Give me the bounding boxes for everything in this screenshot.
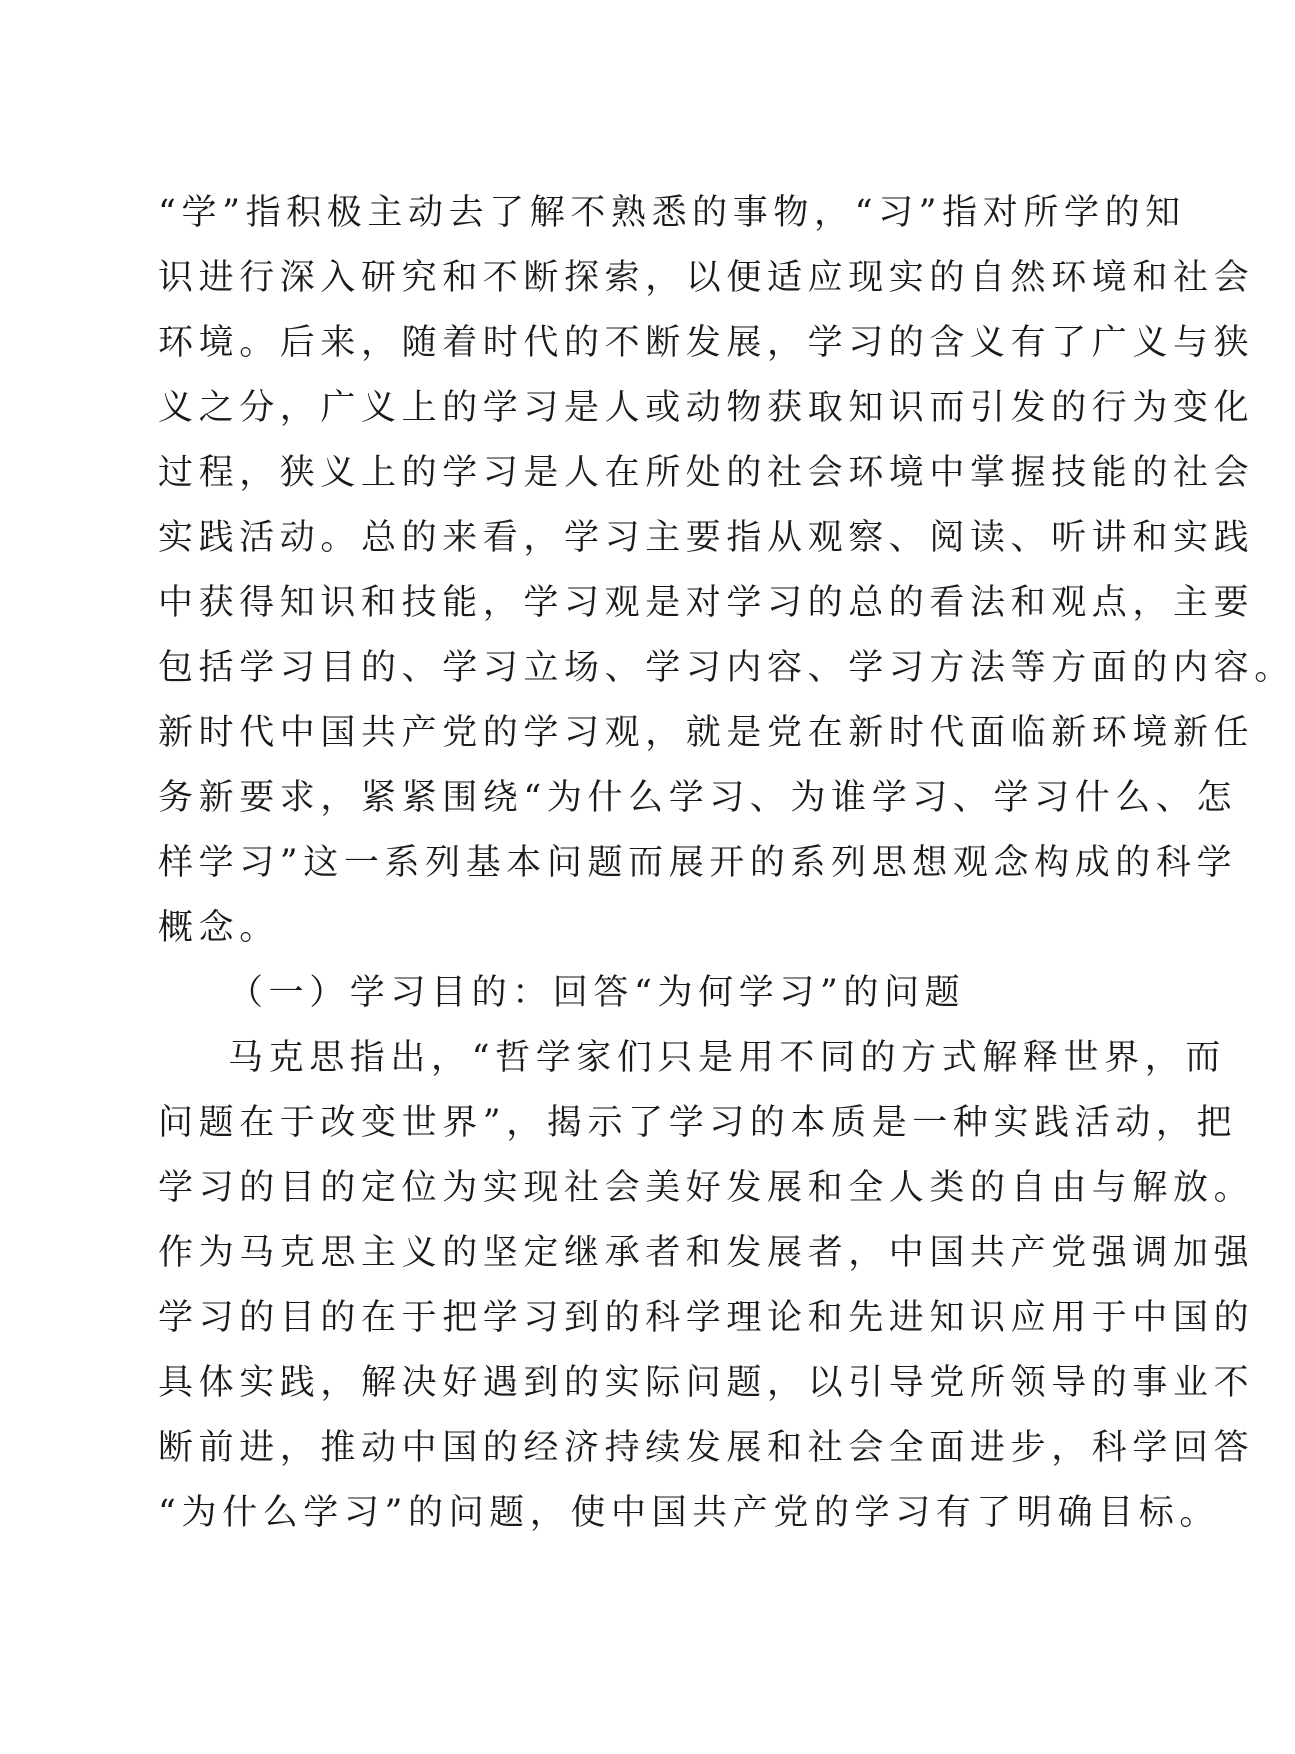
text-line: 务新要求，紧紧围绕“为什么学习、为谁学习、学习什么、怎 xyxy=(158,778,1238,818)
text-line: 问题在于改变世界”，揭示了学习的本质是一种实践活动，把 xyxy=(158,1103,1238,1143)
text-line: 作为马克思主义的坚定继承者和发展者，中国共产党强调加强 xyxy=(158,1233,1255,1273)
section-heading: （一）学习目的：回答“为何学习”的问题 xyxy=(228,973,966,1013)
text-line: 具体实践，解决好遇到的实际问题，以引导党所领导的事业不 xyxy=(158,1363,1255,1403)
text-line: 义之分，广义上的学习是人或动物获取知识而引发的行为变化 xyxy=(158,388,1255,428)
text-line: 马克思指出，“哲学家们只是用不同的方式解释世界，而 xyxy=(228,1038,1226,1078)
text-line: 新时代中国共产党的学习观，就是党在新时代面临新环境新任 xyxy=(158,713,1255,753)
text-line: 包括学习目的、学习立场、学习内容、学习方法等方面的内容。 xyxy=(158,648,1295,688)
text-line: 中获得知识和技能，学习观是对学习的总的看法和观点，主要 xyxy=(158,583,1255,623)
text-line: 样学习”这一系列基本问题而展开的系列思想观念构成的科学 xyxy=(158,843,1238,883)
text-line: 实践活动。总的来看，学习主要指从观察、阅读、听讲和实践 xyxy=(158,518,1255,558)
text-line: “学”指积极主动去了解不熟悉的事物，“习”指对所学的知 xyxy=(158,193,1186,233)
text-line: 过程，狭义上的学习是人在所处的社会环境中掌握技能的社会 xyxy=(158,453,1255,493)
text-line: 识进行深入研究和不断探索，以便适应现实的自然环境和社会 xyxy=(158,258,1255,298)
text-line: 学习的目的在于把学习到的科学理论和先进知识应用于中国的 xyxy=(158,1298,1255,1338)
text-line: 环境。后来，随着时代的不断发展，学习的含义有了广义与狭 xyxy=(158,323,1255,363)
text-line: 学习的目的定位为实现社会美好发展和全人类的自由与解放。 xyxy=(158,1168,1255,1208)
text-line: 概念。 xyxy=(158,908,280,948)
text-line: “为什么学习”的问题，使中国共产党的学习有了明确目标。 xyxy=(158,1493,1220,1533)
text-line: 断前进，推动中国的经济持续发展和社会全面进步，科学回答 xyxy=(158,1428,1255,1468)
